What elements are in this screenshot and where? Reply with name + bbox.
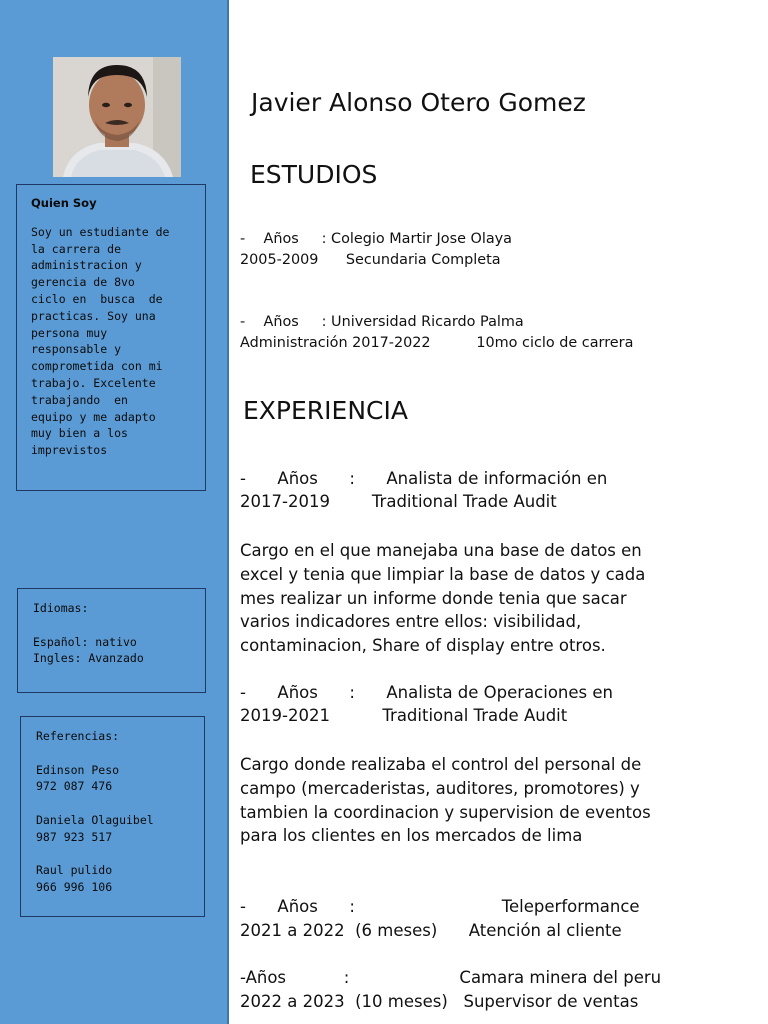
exp-2-line1: - Años : Analista de Operaciones en (240, 683, 613, 702)
idiomas-box: Idiomas: Español: nativo Ingles: Avanzado (17, 588, 206, 693)
estudio-2-line1: - Años : Universidad Ricardo Palma (240, 314, 524, 330)
full-name: Javier Alonso Otero Gomez (251, 88, 586, 117)
experiencia-heading: EXPERIENCIA (243, 396, 408, 425)
estudio-2-line2: Administración 2017-2022 10mo ciclo de carrera (240, 335, 634, 351)
main-content (229, 0, 768, 1024)
referencias-box: Referencias: Edinson Peso 972 087 476 Daniela Olaguibel 987 923 517 Raul pulido 966 996 106 (20, 716, 205, 917)
estudio-1-line2: 2005-2009 Secundaria Completa (240, 252, 501, 268)
estudios-heading: ESTUDIOS (250, 160, 378, 189)
exp-4-line2: 2022 a 2023 (10 meses) Supervisor de ventas (240, 992, 639, 1011)
exp-2-line2: 2019-2021 Traditional Trade Audit (240, 706, 568, 725)
sidebar (0, 0, 229, 1024)
exp-4-line1: -Años : Camara minera del peru (240, 968, 662, 987)
exp-1-description: Cargo en el que manejaba una base de datos en excel y tenia que limpiar la base de datos y cada mes realizar un informe donde tenia que sacar varios indicadores entre ellos: visibilidad, contaminacion, Share of display entre otros. (240, 541, 646, 656)
person-avatar-icon (53, 57, 181, 177)
exp-2-description: Cargo donde realizaba el control del personal de campo (mercaderistas, auditores, promotores) y tambien la coordinacion y supervision de eventos para los clientes en los mercados de lima (240, 755, 651, 846)
exp-3-line1: - Años : Teleperformance (240, 897, 640, 916)
exp-1-line2: 2017-2019 Traditional Trade Audit (240, 492, 557, 511)
estudio-1-line1: - Años : Colegio Martir Jose Olaya (240, 231, 513, 247)
exp-3-line2: 2021 a 2022 (6 meses) Atención al cliente (240, 921, 622, 940)
exp-1-line1: - Años : Analista de información en (240, 469, 608, 488)
quien-soy-title: Quien Soy (31, 196, 97, 210)
quien-soy-text: Soy un estudiante de la carrera de administracion y gerencia de 8vo ciclo en busca de practicas. Soy una persona muy responsable y comprometida con mi trabajo. Excelente trabajando en equipo y me adapto muy bien a los imprevistos (31, 224, 170, 458)
profile-photo (53, 57, 181, 177)
quien-soy-box (16, 184, 206, 491)
